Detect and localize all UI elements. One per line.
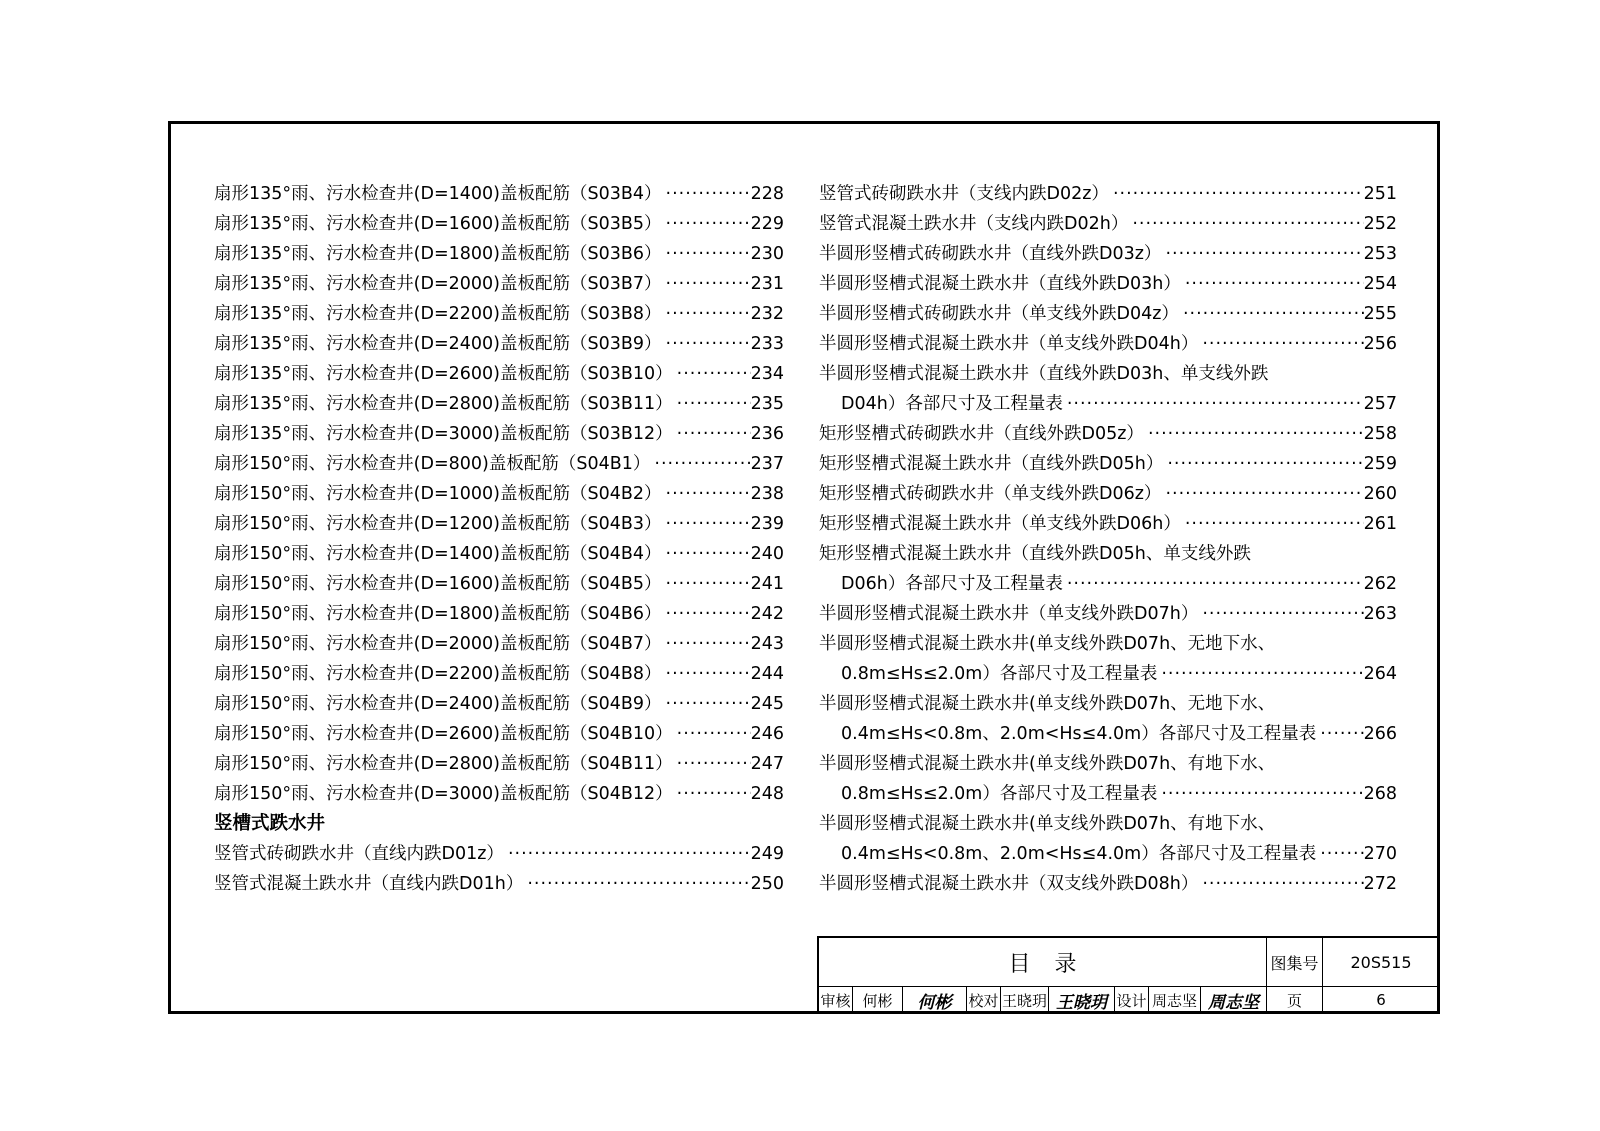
toc-page-number: 260	[1363, 484, 1397, 504]
toc-entry-title: 扇形135°雨、污水检查井(D=2400)盖板配筋（S03B9）	[214, 334, 662, 354]
toc-entry-title: 扇形135°雨、污水检查井(D=1400)盖板配筋（S03B4）	[214, 184, 662, 204]
toc-leader-dots	[1063, 389, 1364, 419]
toc-leader-dots	[1198, 869, 1363, 899]
toc-entry	[214, 209, 784, 239]
toc-entry	[214, 659, 784, 689]
toc-entry-title: 半圆形竖槽式混凝土跌水井（双支线外跌D08h）	[819, 874, 1199, 894]
toc-entry	[214, 329, 784, 359]
toc-entry-title: 扇形150°雨、污水检查井(D=800)盖板配筋（S04B1）	[214, 454, 651, 474]
toc-entry-title: 矩形竖槽式混凝土跌水井（直线外跌D05h）	[819, 454, 1164, 474]
checker-signature: 王晓玥	[1049, 986, 1115, 1014]
toc-entry	[214, 419, 784, 449]
toc-entry-title: 扇形150°雨、污水检查井(D=1000)盖板配筋（S04B2）	[214, 484, 662, 504]
toc-entry	[819, 179, 1397, 209]
toc-leader-dots	[1198, 329, 1363, 359]
toc-entry	[819, 569, 1397, 599]
toc-leader-dots	[662, 329, 751, 359]
toc-page-number: 255	[1363, 304, 1397, 324]
toc-page-number: 233	[750, 334, 784, 354]
toc-leader-dots	[662, 569, 751, 599]
toc-entry-title: 半圆形竖槽式混凝土跌水井(单支线外跌D07h、有地下水、	[819, 814, 1276, 834]
toc-entry	[819, 509, 1397, 539]
toc-entry-title: 0.8m≤Hs≤2.0m）各部尺寸及工程量表	[841, 784, 1158, 804]
toc-page-number: 249	[750, 844, 784, 864]
toc-leader-dots	[1316, 719, 1363, 749]
toc-page-number: 263	[1363, 604, 1397, 624]
toc-page-number: 231	[750, 274, 784, 294]
toc-leader-dots	[1181, 269, 1364, 299]
toc-leader-dots	[662, 299, 751, 329]
toc-entry	[214, 359, 784, 389]
designer-signature: 周志坚	[1201, 986, 1267, 1014]
toc-leader-dots	[662, 659, 751, 689]
toc-entry	[819, 869, 1397, 899]
toc-leader-dots	[662, 479, 751, 509]
toc-entry-title: 扇形150°雨、污水检查井(D=2200)盖板配筋（S04B8）	[214, 664, 662, 684]
toc-page-number: 261	[1363, 514, 1397, 534]
toc-page-number: 248	[750, 784, 784, 804]
toc-page-number: 256	[1363, 334, 1397, 354]
toc-leader-dots	[662, 239, 751, 269]
toc-entry-title: 扇形135°雨、污水检查井(D=1600)盖板配筋（S03B5）	[214, 214, 662, 234]
toc-leader-dots	[1161, 479, 1363, 509]
toc-entry-title: 扇形135°雨、污水检查井(D=2200)盖板配筋（S03B8）	[214, 304, 662, 324]
toc-entry-title: 扇形150°雨、污水检查井(D=1600)盖板配筋（S04B5）	[214, 574, 662, 594]
toc-leader-dots	[1109, 179, 1364, 209]
toc-page-number: 237	[750, 454, 784, 474]
toc-leader-dots	[1161, 239, 1363, 269]
toc-page-number: 272	[1363, 874, 1397, 894]
toc-leader-dots	[662, 269, 751, 299]
toc-leader-dots	[1063, 569, 1364, 599]
toc-entry	[214, 449, 784, 479]
toc-section-heading	[214, 809, 784, 839]
toc-entry	[819, 599, 1397, 629]
toc-leader-dots	[673, 419, 751, 449]
toc-entry-title: 矩形竖槽式混凝土跌水井（单支线外跌D06h）	[819, 514, 1181, 534]
toc-entry	[214, 299, 784, 329]
review-label: 审核	[819, 986, 853, 1014]
toc-entry-title: 0.8m≤Hs≤2.0m）各部尺寸及工程量表	[841, 664, 1158, 684]
toc-entry	[819, 449, 1397, 479]
toc-entry	[214, 239, 784, 269]
page-number: 6	[1376, 991, 1386, 1009]
toc-entry	[214, 269, 784, 299]
toc-entry-title: 竖管式砖砌跌水井（支线内跌D02z）	[819, 184, 1109, 204]
toc-entry-title: 扇形150°雨、污水检查井(D=1400)盖板配筋（S04B4）	[214, 544, 662, 564]
toc-leader-dots	[1157, 659, 1363, 689]
toc-leader-dots	[662, 509, 751, 539]
toc-leader-dots	[1181, 509, 1364, 539]
toc-entry-title: 0.4m≤Hs<0.8m、2.0m<Hs≤4.0m）各部尺寸及工程量表	[841, 844, 1317, 864]
toc-entry	[819, 689, 1397, 719]
toc-page-number: 270	[1363, 844, 1397, 864]
toc-page-number: 264	[1363, 664, 1397, 684]
toc-page-number: 236	[750, 424, 784, 444]
toc-page-number: 239	[750, 514, 784, 534]
toc-right-column	[819, 179, 1397, 899]
toc-entry	[819, 359, 1397, 389]
toc-page-number: 258	[1363, 424, 1397, 444]
toc-entry	[214, 539, 784, 569]
toc-entry	[214, 179, 784, 209]
toc-left-column	[214, 179, 784, 899]
toc-leader-dots	[1179, 299, 1364, 329]
toc-leader-dots	[662, 539, 751, 569]
toc-page-number: 252	[1363, 214, 1397, 234]
toc-page-number: 242	[750, 604, 784, 624]
toc-entry-title: 扇形135°雨、污水检查井(D=2800)盖板配筋（S03B11）	[214, 394, 673, 414]
toc-entry	[214, 389, 784, 419]
toc-page-number: 229	[750, 214, 784, 234]
toc-entry-title: 竖管式混凝土跌水井（支线内跌D02h）	[819, 214, 1129, 234]
toc-leader-dots	[662, 179, 751, 209]
toc-page-number: 232	[750, 304, 784, 324]
toc-entry-title: 扇形150°雨、污水检查井(D=2800)盖板配筋（S04B11）	[214, 754, 673, 774]
toc-page-number: 230	[750, 244, 784, 264]
toc-entry-title: D06h）各部尺寸及工程量表	[841, 574, 1063, 594]
toc-entry-title: 竖槽式跌水井	[214, 813, 326, 834]
toc-entry-title: 矩形竖槽式砖砌跌水井（单支线外跌D06z）	[819, 484, 1162, 504]
check-label: 校对	[967, 986, 1001, 1014]
toc-leader-dots	[662, 629, 751, 659]
toc-page-number: 235	[750, 394, 784, 414]
toc-entry	[214, 719, 784, 749]
title-block-top-row	[819, 938, 1437, 987]
toc-page-number: 240	[750, 544, 784, 564]
toc-leader-dots	[1157, 779, 1363, 809]
toc-entry	[214, 509, 784, 539]
toc-page-number: 246	[750, 724, 784, 744]
reviewer-signature: 何彬	[903, 986, 967, 1014]
toc-entry-title: 扇形150°雨、污水检查井(D=2400)盖板配筋（S04B9）	[214, 694, 662, 714]
toc-entry	[819, 419, 1397, 449]
toc-entry-title: 半圆形竖槽式混凝土跌水井（直线外跌D03h、单支线外跌	[819, 364, 1269, 384]
toc-entry-title: 扇形150°雨、污水检查井(D=1200)盖板配筋（S04B3）	[214, 514, 662, 534]
toc-leader-dots	[673, 779, 751, 809]
toc-leader-dots	[504, 839, 751, 869]
toc-entry	[214, 779, 784, 809]
toc-page-number: 250	[750, 874, 784, 894]
toc-page-number: 241	[750, 574, 784, 594]
toc-entry	[214, 689, 784, 719]
toc-entry	[214, 839, 784, 869]
toc-leader-dots	[673, 359, 751, 389]
toc-entry-title: 扇形150°雨、污水检查井(D=3000)盖板配筋（S04B12）	[214, 784, 673, 804]
toc-page-number: 254	[1363, 274, 1397, 294]
drawing-frame	[168, 121, 1440, 1014]
toc-entry-title: 扇形135°雨、污水检查井(D=2600)盖板配筋（S03B10）	[214, 364, 673, 384]
toc-page-number: 238	[750, 484, 784, 504]
toc-page-number: 259	[1363, 454, 1397, 474]
toc-leader-dots	[523, 869, 750, 899]
checker-name: 王晓玥	[1001, 986, 1049, 1014]
toc-entry-title: 半圆形竖槽式砖砌跌水井（直线外跌D03z）	[819, 244, 1162, 264]
toc-page-number: 234	[750, 364, 784, 384]
toc-entry-title: 扇形135°雨、污水检查井(D=3000)盖板配筋（S03B12）	[214, 424, 673, 444]
reviewer-name: 何彬	[853, 986, 903, 1014]
toc-entry-title: D04h）各部尺寸及工程量表	[841, 394, 1063, 414]
title-block-sign-row	[819, 986, 1437, 1014]
toc-entry	[819, 659, 1397, 689]
designer-name: 周志坚	[1149, 986, 1201, 1014]
toc-entry-title: 矩形竖槽式混凝土跌水井（直线外跌D05h、单支线外跌	[819, 544, 1251, 564]
toc-page-number: 245	[750, 694, 784, 714]
toc-entry	[819, 779, 1397, 809]
toc-entry	[214, 629, 784, 659]
design-label: 设计	[1115, 986, 1149, 1014]
toc-entry	[819, 539, 1397, 569]
toc-page-number: 257	[1363, 394, 1397, 414]
toc-entry	[819, 299, 1397, 329]
toc-page-number: 266	[1363, 724, 1397, 744]
toc-entry	[819, 749, 1397, 779]
toc-entry	[819, 239, 1397, 269]
toc-entry-title: 扇形150°雨、污水检查井(D=2600)盖板配筋（S04B10）	[214, 724, 673, 744]
toc-leader-dots	[1316, 839, 1363, 869]
toc-entry-title: 半圆形竖槽式混凝土跌水井(单支线外跌D07h、无地下水、	[819, 634, 1276, 654]
toc-entry-title: 矩形竖槽式砖砌跌水井（直线外跌D05z）	[819, 424, 1144, 444]
toc-entry-title: 半圆形竖槽式混凝土跌水井（单支线外跌D04h）	[819, 334, 1199, 354]
toc-entry-title: 半圆形竖槽式混凝土跌水井(单支线外跌D07h、无地下水、	[819, 694, 1276, 714]
toc-entry-title: 扇形135°雨、污水检查井(D=2000)盖板配筋（S03B7）	[214, 274, 662, 294]
toc-leader-dots	[673, 719, 751, 749]
toc-entry	[214, 749, 784, 779]
toc-leader-dots	[662, 599, 751, 629]
toc-entry	[819, 389, 1397, 419]
toc-page-number: 244	[750, 664, 784, 684]
toc-leader-dots	[673, 749, 751, 779]
toc-leader-dots	[1163, 449, 1363, 479]
title-block	[817, 936, 1437, 1014]
toc-entry-title: 0.4m≤Hs<0.8m、2.0m<Hs≤4.0m）各部尺寸及工程量表	[841, 724, 1317, 744]
toc-entry-title: 扇形150°雨、污水检查井(D=1800)盖板配筋（S04B6）	[214, 604, 662, 624]
toc-entry-title: 扇形135°雨、污水检查井(D=1800)盖板配筋（S03B6）	[214, 244, 662, 264]
toc-entry	[819, 209, 1397, 239]
toc-page-number: 262	[1363, 574, 1397, 594]
toc-leader-dots	[673, 389, 751, 419]
toc-leader-dots	[1144, 419, 1364, 449]
toc-entry-title: 竖管式砖砌跌水井（直线内跌D01z）	[214, 844, 504, 864]
toc-page-number: 251	[1363, 184, 1397, 204]
toc-entry-title: 半圆形竖槽式混凝土跌水井（直线外跌D03h）	[819, 274, 1181, 294]
page-label: 页	[1267, 986, 1323, 1014]
toc-entry-title: 半圆形竖槽式混凝土跌水井（单支线外跌D07h）	[819, 604, 1199, 624]
toc-page-number: 243	[750, 634, 784, 654]
toc-entry	[819, 839, 1397, 869]
atlas-label: 图集号	[1267, 938, 1323, 986]
toc-entry	[214, 599, 784, 629]
toc-leader-dots	[662, 689, 751, 719]
toc-leader-dots	[650, 449, 750, 479]
toc-leader-dots	[662, 209, 751, 239]
toc-entry-title: 半圆形竖槽式混凝土跌水井(单支线外跌D07h、有地下水、	[819, 754, 1276, 774]
sheet-title: 目录	[1008, 951, 1101, 977]
toc-page-number: 268	[1363, 784, 1397, 804]
toc-entry-title: 半圆形竖槽式砖砌跌水井（单支线外跌D04z）	[819, 304, 1179, 324]
toc-entry	[819, 479, 1397, 509]
toc-entry	[819, 629, 1397, 659]
toc-leader-dots	[1198, 599, 1363, 629]
toc-entry	[819, 269, 1397, 299]
sheet-title-cell	[819, 938, 1267, 986]
toc-entry	[819, 329, 1397, 359]
toc-page-number: 228	[750, 184, 784, 204]
toc-entry	[214, 869, 784, 899]
toc-entry	[819, 809, 1397, 839]
toc-entry-title: 竖管式混凝土跌水井（直线内跌D01h）	[214, 874, 524, 894]
toc-leader-dots	[1128, 209, 1363, 239]
atlas-number: 20S515	[1350, 952, 1412, 972]
toc-entry	[214, 479, 784, 509]
toc-page-number: 247	[750, 754, 784, 774]
toc-page-number: 253	[1363, 244, 1397, 264]
toc-entry	[214, 569, 784, 599]
toc-entry-title: 扇形150°雨、污水检查井(D=2000)盖板配筋（S04B7）	[214, 634, 662, 654]
toc-entry	[819, 719, 1397, 749]
